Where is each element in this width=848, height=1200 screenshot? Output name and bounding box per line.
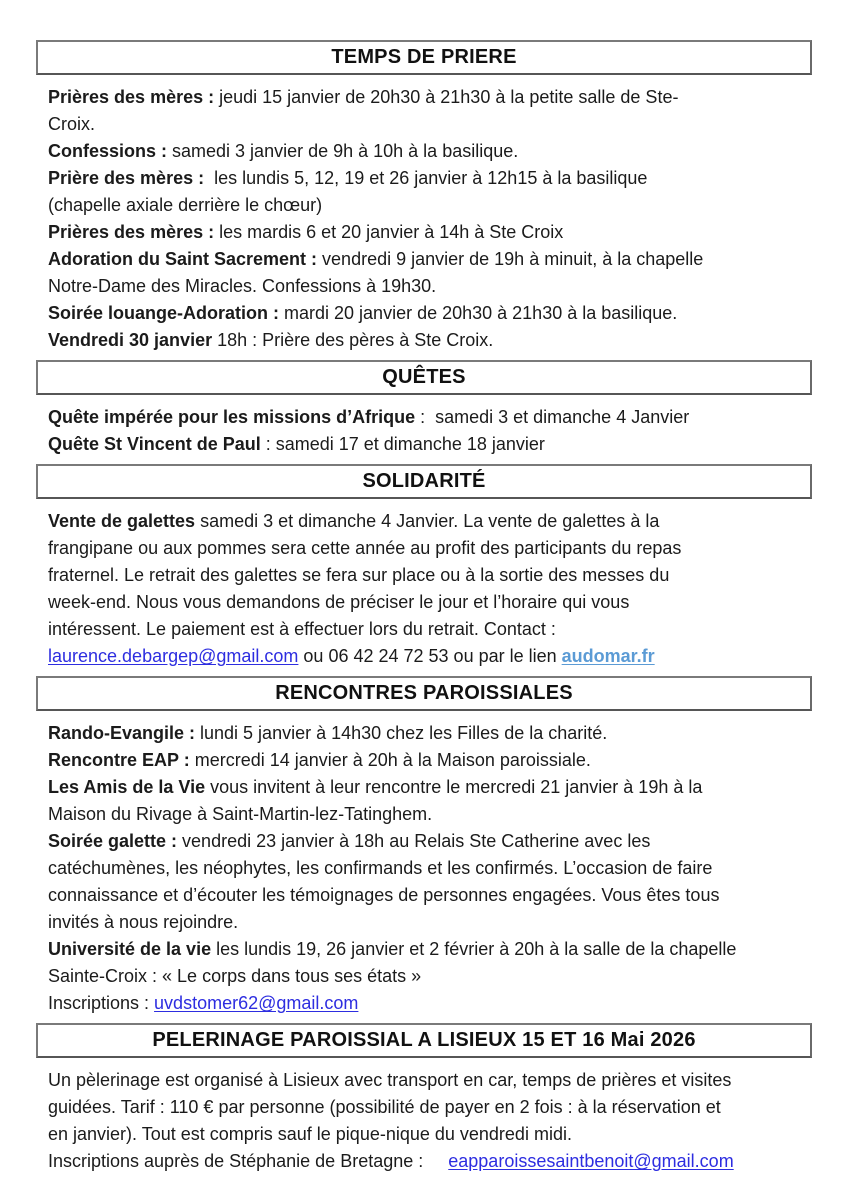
run-text: Inscriptions auprès de Stéphanie de Bretagne :: [48, 1151, 449, 1171]
text-line: [48, 643, 812, 670]
run-text: : samedi 3 et dimanche 4 Janvier: [415, 407, 690, 427]
text-line: [48, 327, 812, 354]
text-line: [48, 909, 812, 936]
run-text: en janvier). Tout est compris sauf le pique-nique du vendredi midi.: [48, 1124, 572, 1144]
run-bold: Adoration du Saint Sacrement :: [48, 249, 323, 269]
text-line: [48, 882, 812, 909]
run-bold: Rencontre EAP :: [48, 750, 195, 770]
uvd-email-link[interactable]: uvdstomer62@gmail.com: [154, 993, 359, 1013]
run-text: intéressent. Le paiement est à effectuer lors du retrait. Contact :: [48, 619, 556, 639]
run-text: jeudi 15 janvier de 20h30 à 21h30 à la petite salle de Ste-: [219, 87, 679, 107]
run-text: lundi 5 janvier à 14h30 chez les Filles de la charité.: [200, 723, 608, 743]
text-line: [48, 404, 812, 431]
text-line: [48, 219, 812, 246]
section-title: SOLIDARITÉ: [362, 470, 486, 492]
run-text: ou 06 42 24 72 53 ou par le lien: [298, 646, 562, 666]
text-line: [48, 192, 812, 219]
text-line: [48, 246, 812, 273]
run-text: catéchumènes, les néophytes, les confirmands et les confirmés. L’occasion de faire: [48, 858, 713, 878]
run-text: 18h : Prière des pères à Ste Croix.: [217, 330, 494, 350]
run-text: frangipane ou aux pommes sera cette année au profit des participants du repas: [48, 538, 682, 558]
text-line: [48, 774, 812, 801]
run-text: week-end. Nous vous demandons de préciser le jour et l’horaire qui vous: [48, 592, 630, 612]
section-header-temps-de-priere: [36, 40, 812, 75]
run-text: Sainte-Croix : « Le corps dans tous ses états »: [48, 966, 422, 986]
section-body: [48, 1067, 812, 1175]
section-body: [48, 720, 812, 1017]
run-text: Maison du Rivage à Saint-Martin-lez-Tatinghem.: [48, 804, 433, 824]
run-bold: Université de la vie: [48, 939, 217, 959]
run-text: Inscriptions :: [48, 993, 155, 1013]
run-text: (chapelle axiale derrière le chœur): [48, 195, 323, 215]
run-text: samedi 3 et dimanche 4 Janvier. La vente de galettes à la: [200, 511, 660, 531]
text-line: [48, 936, 812, 963]
run-text: guidées. Tarif : 110 € par personne (possibilité de payer en 2 fois : à la réservation et: [48, 1097, 721, 1117]
text-line: [48, 300, 812, 327]
run-text: : samedi 17 et dimanche 18 janvier: [260, 434, 545, 454]
run-text: vendredi 23 janvier à 18h au Relais Ste Catherine avec les: [182, 831, 651, 851]
text-line: [48, 1067, 812, 1094]
text-line: [48, 828, 812, 855]
run-bold: Vendredi 30 janvier: [48, 330, 218, 350]
run-text: mardi 20 janvier de 20h30 à 21h30 à la basilique.: [284, 303, 678, 323]
run-text: les mardis 6 et 20 janvier à 14h à Ste Croix: [219, 222, 564, 242]
run-text: Un pèlerinage est organisé à Lisieux avec transport en car, temps de prières et visites: [48, 1070, 732, 1090]
text-line: [48, 138, 812, 165]
text-line: [48, 508, 812, 535]
section-header-quetes: [36, 360, 812, 395]
run-text: fraternel. Le retrait des galettes se fera sur place ou à la sortie des messes du: [48, 565, 670, 585]
run-text: connaissance et d’écouter les témoignages de personnes engagées. Vous êtes tous: [48, 885, 720, 905]
section-header-rencontres-paroissiales: [36, 676, 812, 711]
run-bold: Soirée louange-Adoration :: [48, 303, 285, 323]
section-header-solidarite: [36, 464, 812, 499]
eap-email-link[interactable]: eapparoissesaintbenoit@gmail.com: [448, 1151, 734, 1171]
text-line: [48, 273, 812, 300]
section-body: [48, 508, 812, 670]
section-pelerinage-lisieux: [36, 1023, 812, 1175]
run-bold: Rando-Evangile :: [48, 723, 201, 743]
run-text: samedi 3 janvier de 9h à 10h à la basilique.: [172, 141, 519, 161]
run-text: les lundis 19, 26 janvier et 2 février à 20h à la salle de la chapelle: [216, 939, 737, 959]
text-line: [48, 165, 812, 192]
section-title: RENCONTRES PAROISSIALES: [275, 682, 573, 704]
run-bold: Quête impérée pour les missions d’Afrique: [48, 407, 416, 427]
run-bold: Les Amis de la Vie: [48, 777, 211, 797]
text-line: [48, 616, 812, 643]
text-line: [48, 720, 812, 747]
run-bold: Confessions :: [48, 141, 173, 161]
section-header-pelerinage-lisieux: [36, 1023, 812, 1058]
text-line: [48, 747, 812, 774]
run-bold: Soirée galette :: [48, 831, 183, 851]
section-title: PELERINAGE PAROISSIAL A LISIEUX 15 ET 16 Mai 2026: [152, 1029, 696, 1051]
text-line: [48, 535, 812, 562]
run-text: invités à nous rejoindre.: [48, 912, 239, 932]
section-body: [48, 404, 812, 458]
run-text: vous invitent à leur rencontre le mercredi 21 janvier à 19h à la: [210, 777, 703, 797]
section-title: TEMPS DE PRIERE: [331, 46, 517, 68]
section-quetes: [36, 360, 812, 458]
run-text: les lundis 5, 12, 19 et 26 janvier à 12h15 à la basilique: [214, 168, 648, 188]
text-line: [48, 589, 812, 616]
section-temps-de-priere: [36, 40, 812, 354]
text-line: [48, 855, 812, 882]
section-solidarite: [36, 464, 812, 670]
text-line: [48, 562, 812, 589]
run-bold: Prières des mères :: [48, 222, 220, 242]
audomar-link[interactable]: audomar.fr: [561, 646, 655, 666]
text-line: [48, 111, 812, 138]
text-line: [48, 1121, 812, 1148]
run-bold: Prière des mères :: [48, 168, 215, 188]
run-text: Notre-Dame des Miracles. Confessions à 19h30.: [48, 276, 437, 296]
text-line: [48, 963, 812, 990]
run-text: vendredi 9 janvier de 19h à minuit, à la chapelle: [322, 249, 704, 269]
laurence-email-link[interactable]: laurence.debargep@gmail.com: [48, 646, 299, 666]
run-bold: Vente de galettes: [48, 511, 201, 531]
run-bold: Quête St Vincent de Paul: [48, 434, 261, 454]
text-line: [48, 801, 812, 828]
text-line: [48, 431, 812, 458]
run-bold: Prières des mères :: [48, 87, 220, 107]
section-body: [48, 84, 812, 354]
run-text: Croix.: [48, 114, 96, 134]
section-title: QUÊTES: [382, 366, 466, 388]
text-line: [48, 1148, 812, 1175]
text-line: [48, 990, 812, 1017]
run-text: mercredi 14 janvier à 20h à la Maison paroissiale.: [194, 750, 591, 770]
section-rencontres-paroissiales: [36, 676, 812, 1017]
text-line: [48, 1094, 812, 1121]
text-line: [48, 84, 812, 111]
